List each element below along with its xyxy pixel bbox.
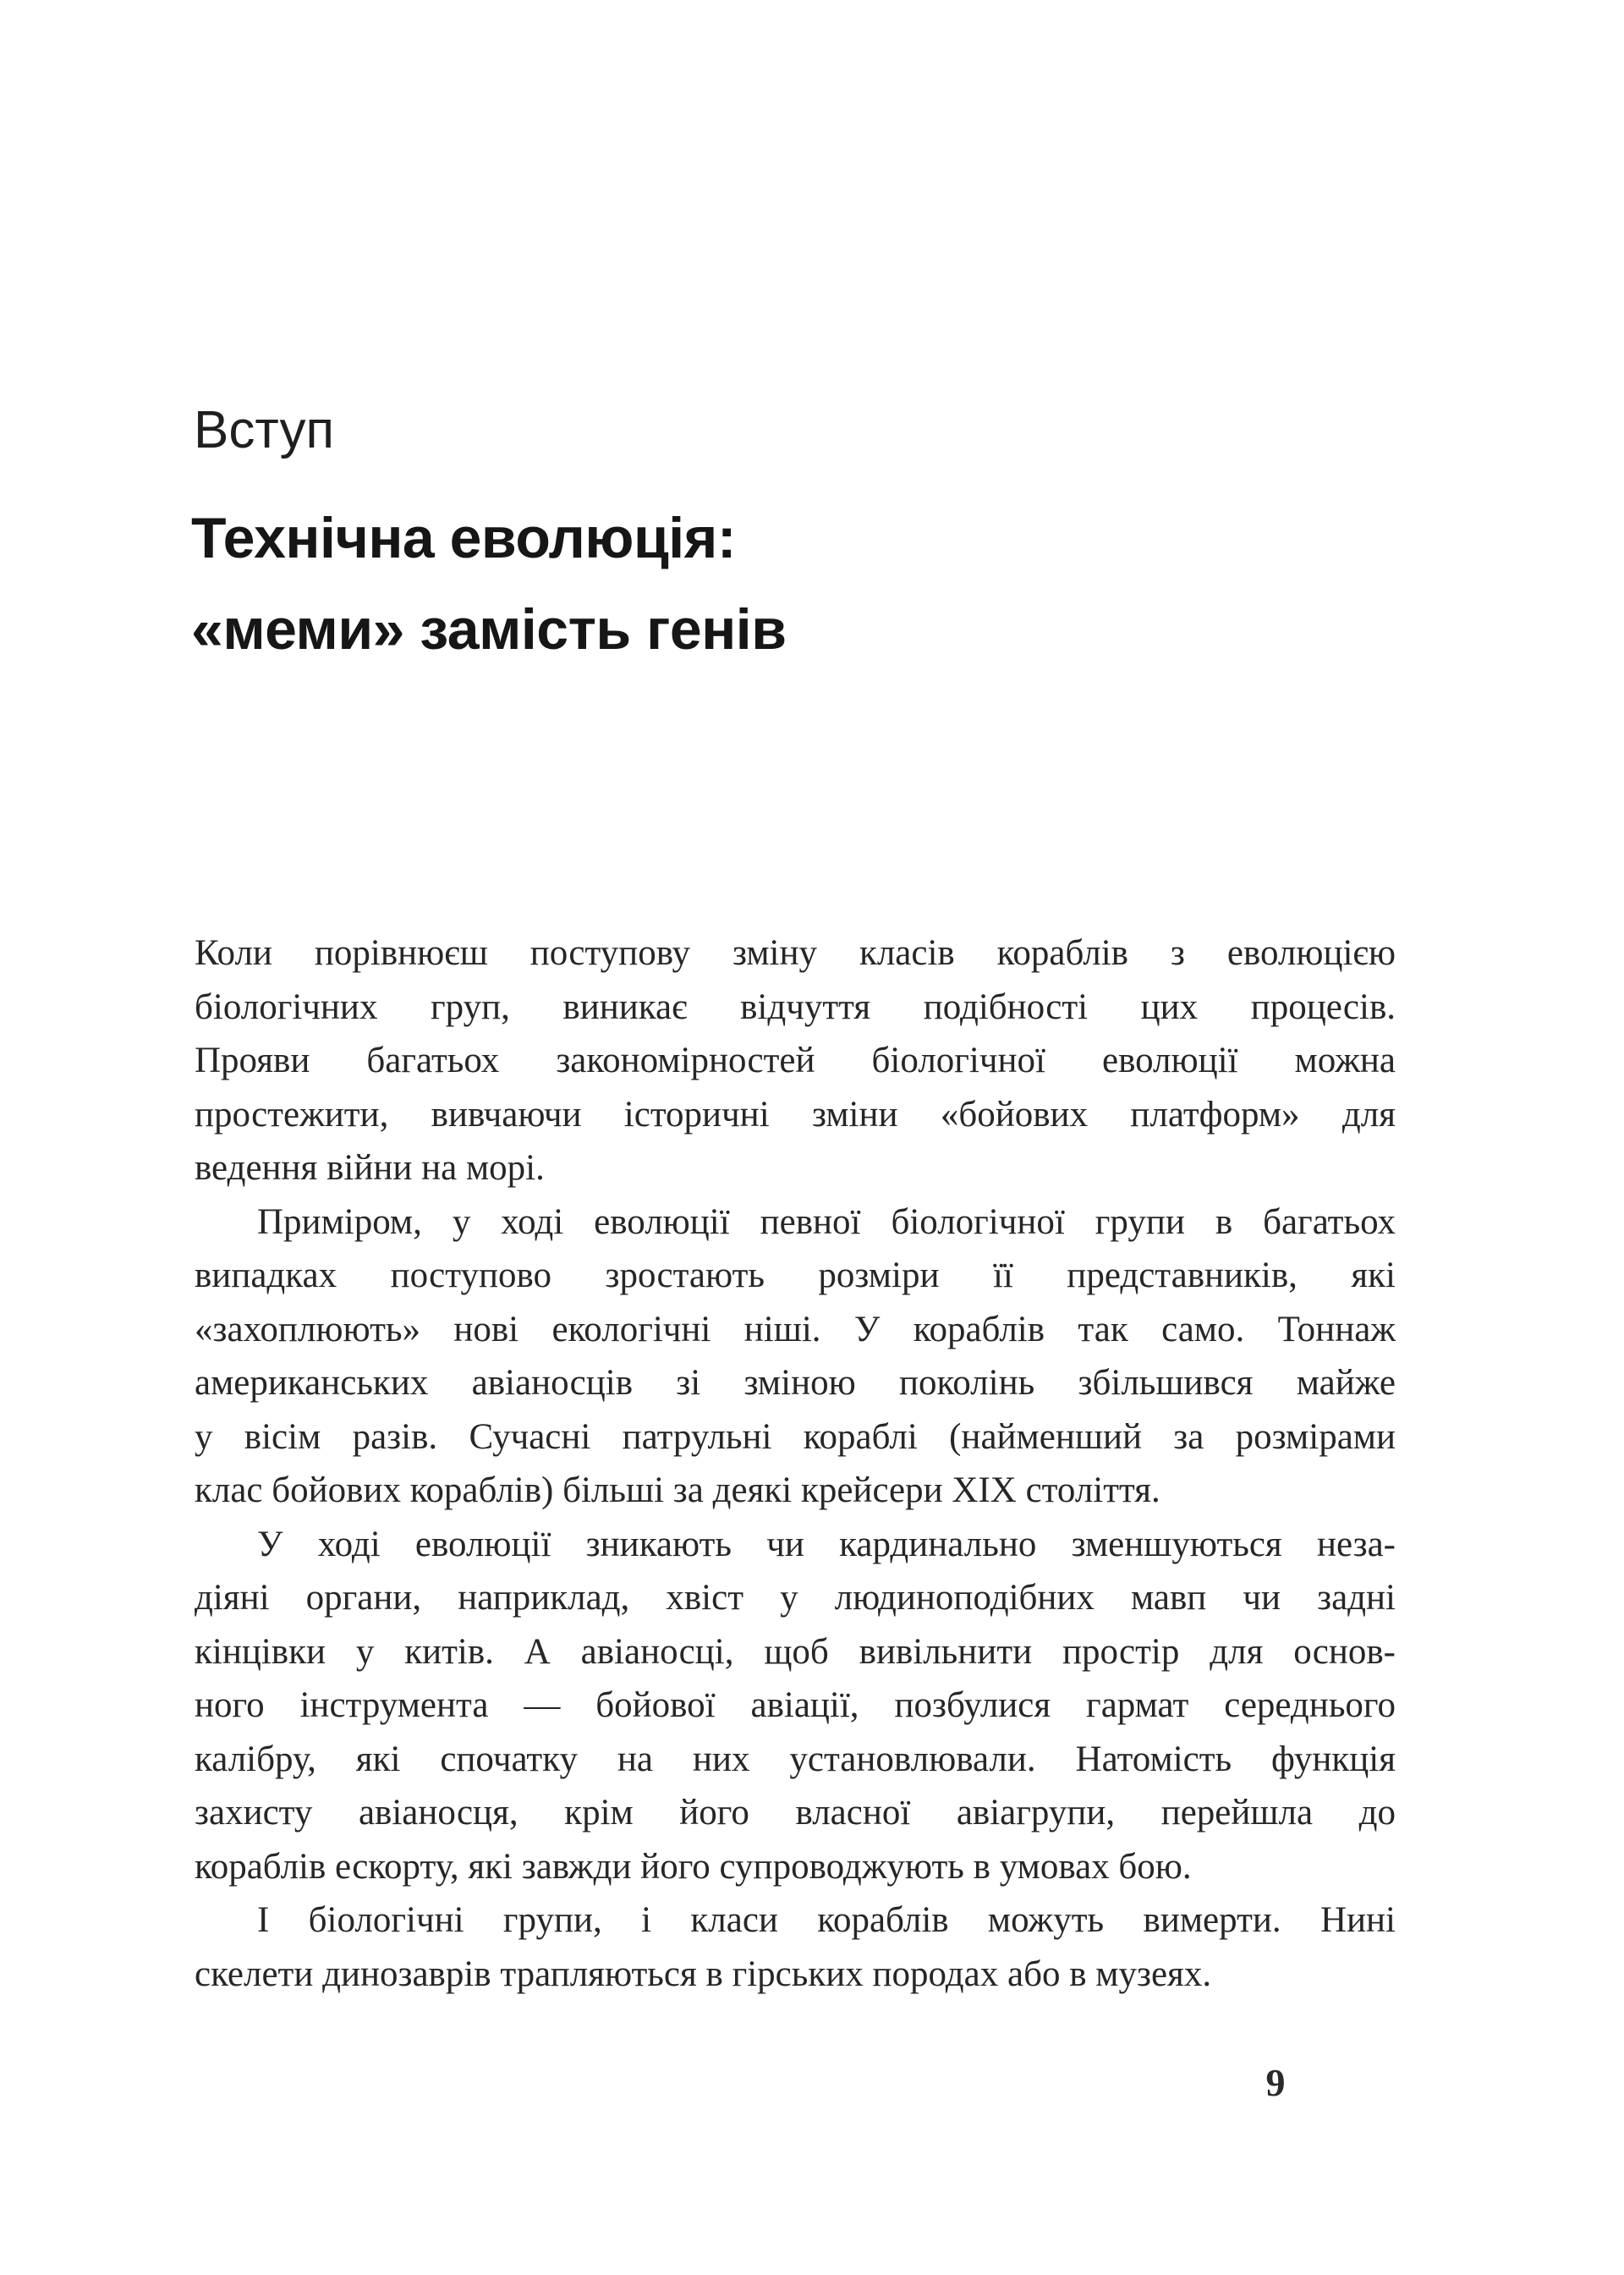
body-line-p2-l5: у вісім разів. Сучасні патрульні кораблі (найменший за розмірами bbox=[195, 1416, 1396, 1457]
body-line-p4-l1: І біологічні групи, і класи кораблів можуть вимерти. Нині bbox=[257, 1900, 1396, 1940]
body-line-p2-l3: «захоплюють» нові екологічні ніші. У кораблів так само. Тоннаж bbox=[195, 1309, 1396, 1349]
body-line-p3-l2: діяні органи, наприклад, хвіст у людиноподібних мавп чи задні bbox=[195, 1578, 1396, 1618]
body-line-p3-l3: кінцівки у китів. А авіаносці, щоб вивільнити простір для основ- bbox=[195, 1631, 1396, 1672]
page-number: 9 bbox=[1265, 2061, 1286, 2104]
body-line-p2-l2: випадках поступово зростають розміри її представників, які bbox=[195, 1256, 1396, 1295]
body-line-p3-l4: ного інструмента — бойової авіації, позбулися гармат середнього bbox=[195, 1685, 1396, 1725]
body-line-p2-l1: Приміром, у ході еволюції певної біологічної групи в багатьох bbox=[257, 1201, 1396, 1242]
body-line-p1-l2: біологічних груп, виникає відчуття подібності цих процесів. bbox=[195, 986, 1396, 1027]
body-line-p3-l6: захисту авіаносця, крім його власної авіагрупи, перейшла до bbox=[195, 1793, 1396, 1833]
chapter-title-line-1: Технічна еволюція: bbox=[191, 506, 736, 570]
body-line-p2-l6: клас бойових кораблів) більші за деякі крейсери XIX століття. bbox=[195, 1470, 1160, 1510]
chapter-title bbox=[191, 492, 787, 675]
body-line-p1-l1: Коли порівнюєш поступову зміну класів кораблів з еволюцією bbox=[195, 933, 1396, 973]
body-line-p1-l3: Прояви багатьох закономірностей біологічної еволюції можна bbox=[195, 1041, 1396, 1080]
body-text bbox=[195, 926, 1396, 2001]
body-line-p1-l5: ведення війни на морі. bbox=[195, 1148, 545, 1188]
body-line-p4-l2: скелети динозаврів трапляються в гірських породах або в музеях. bbox=[195, 1954, 1212, 1994]
chapter-kicker: Вступ bbox=[194, 401, 335, 459]
body-line-p2-l4: американських авіаносців зі зміною поколінь збільшився майже bbox=[195, 1363, 1396, 1403]
chapter-title-line-2: «меми» замість генів bbox=[191, 597, 787, 662]
body-line-p3-l7: кораблів ескорту, які завжди його супроводжують в умовах бою. bbox=[195, 1846, 1192, 1887]
body-line-p3-l5: калібру, які спочатку на них установлювали. Натомість функція bbox=[195, 1739, 1396, 1779]
body-line-p1-l4: простежити, вивчаючи історичні зміни «бойових платформ» для bbox=[195, 1094, 1396, 1135]
body-line-p3-l1: У ході еволюції зникають чи кардинально зменшуються неза- bbox=[257, 1524, 1396, 1564]
